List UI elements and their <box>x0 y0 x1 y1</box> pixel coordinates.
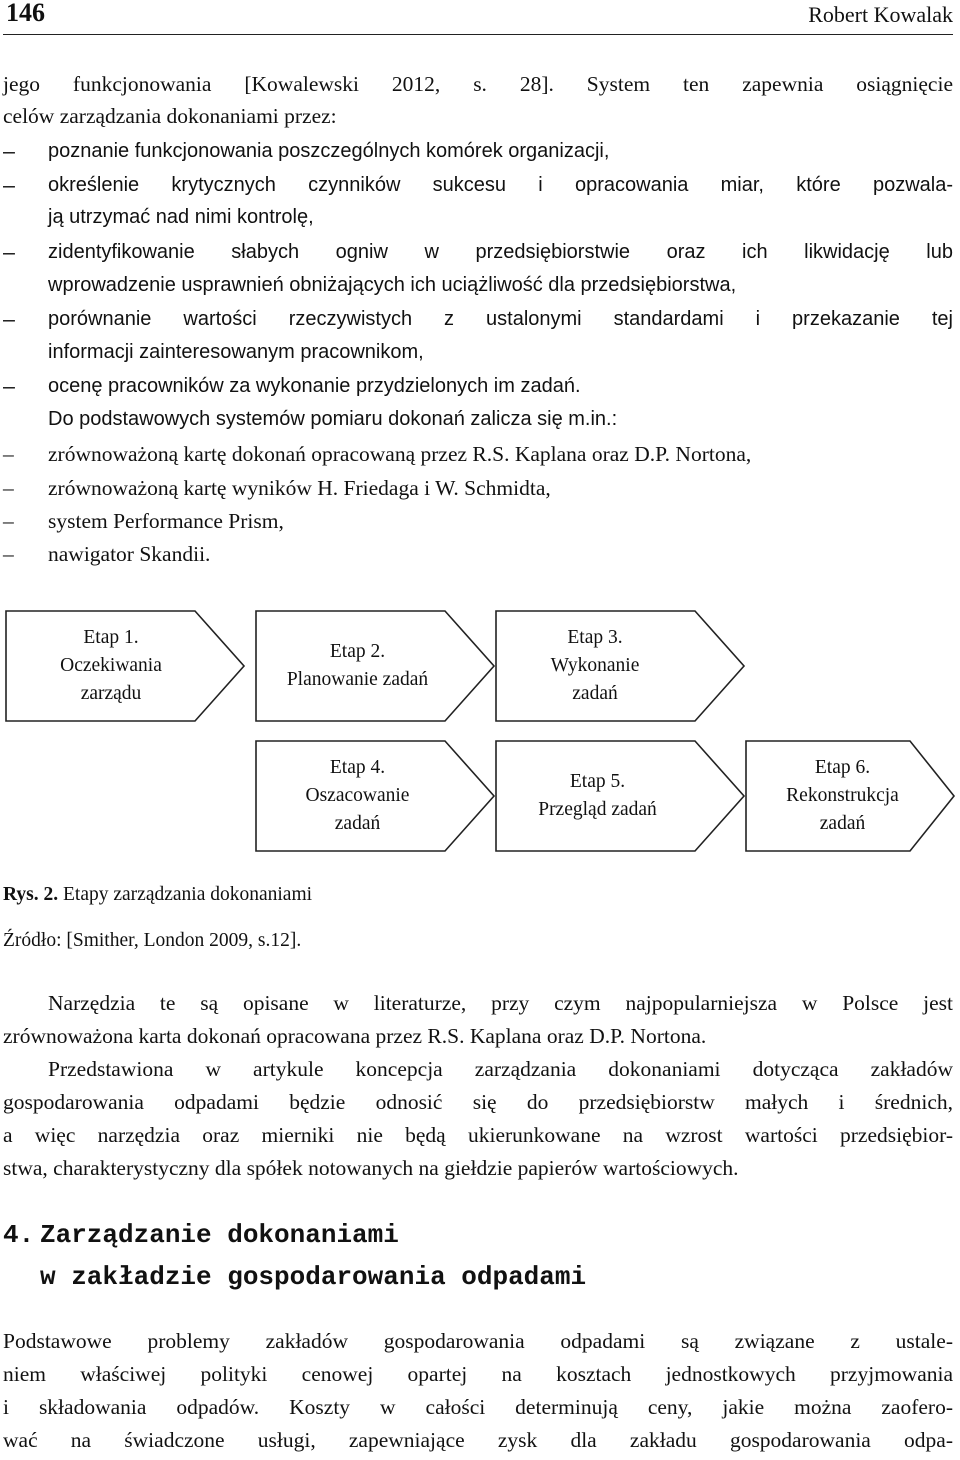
list-item: system Performance Prism, <box>48 509 284 533</box>
intro-line: celów zarządzania dokonaniami przez: <box>3 104 337 128</box>
stage-box-1 <box>5 610 245 722</box>
paragraph-line: gospodarowania odpadami będzie odnosić się do przedsiębiorstw małych i średnich, <box>3 1090 953 1114</box>
list-item: zidentyfikowanie słabych ogniw w przedsiębiorstwie oraz ich likwidację lub <box>48 241 953 263</box>
list-item: poznanie funkcjonowania poszczególnych komórek organizacji, <box>48 140 610 162</box>
list-dash: – <box>3 173 15 197</box>
stage-box-4 <box>255 740 495 852</box>
list-item-continuation: informacji zainteresowanym pracownikom, <box>48 341 424 363</box>
list-dash: – <box>3 307 15 331</box>
list-item-continuation: ją utrzymać nad nimi kontrolę, <box>48 206 314 228</box>
caption-text: Etapy zarządzania dokonaniami <box>58 884 313 905</box>
running-header <box>3 0 953 35</box>
stage-box-2 <box>255 610 495 722</box>
section-number: 4. <box>3 1220 35 1250</box>
stage-title: Etap 3. <box>567 627 623 648</box>
list-item: określenie krytycznych czynników sukcesu i opracowania miar, które pozwala- <box>48 174 953 196</box>
list-item: zrównoważoną kartę wyników H. Friedaga i W. Schmidta, <box>48 476 551 500</box>
stage-box-5 <box>495 740 745 852</box>
stage-text: Oczekiwania <box>60 655 162 676</box>
stage-text: Przegląd zadań <box>538 799 657 820</box>
stage-text: Rekonstrukcja <box>786 785 899 806</box>
stage-text: zadań <box>334 813 381 834</box>
figure-source: Źródło: [Smither, London 2009, s.12]. <box>3 930 302 951</box>
section-title: w zakładzie gospodarowania odpadami <box>40 1262 587 1292</box>
list-item-continuation: wprowadzenie usprawnień obniżających ich uciążliwość dla przedsiębiorstwa, <box>48 274 737 296</box>
stage-text: zadań <box>819 813 866 834</box>
list-dash: – <box>3 476 14 500</box>
stage-text: Planowanie zadań <box>286 669 429 690</box>
paragraph-line: a więc narzędzia oraz mierniki nie będą ukierunkowane na wzrost wartości przedsiębior- <box>3 1123 953 1147</box>
paragraph-line: Narzędzia te są opisane w literaturze, przy czym najpopularniejsza w Polsce jest <box>48 991 953 1015</box>
stage-title: Etap 2. <box>329 641 386 662</box>
stage-text: Wykonanie <box>550 655 640 676</box>
section-title: Zarządzanie dokonaniami <box>40 1220 399 1250</box>
list-dash: – <box>3 240 15 264</box>
list-dash: – <box>3 374 15 398</box>
stage-title: Etap 4. <box>329 757 386 778</box>
stage-title: Etap 6. <box>814 757 871 778</box>
caption-label: Rys. 2. <box>3 884 59 905</box>
stage-title: Etap 1. <box>83 627 139 648</box>
stage-title: Etap 5. <box>569 771 626 792</box>
list-item: nawigator Skandii. <box>48 542 211 566</box>
list-item: ocenę pracowników za wykonanie przydzielonych im zadań. <box>48 375 581 397</box>
paragraph-line: Podstawowe problemy zakładów gospodarowania odpadami są związane z ustale- <box>3 1329 953 1353</box>
list-item: porównanie wartości rzeczywistych z ustalonymi standardami i przekazanie tej <box>48 308 953 330</box>
stage-box-6 <box>745 740 955 852</box>
paragraph-line: stwa, charakterystyczny dla spółek notowanych na giełdzie papierów wartościowych. <box>3 1156 739 1180</box>
list-dash: – <box>3 139 15 163</box>
stage-box-3 <box>495 610 745 722</box>
intro-line: jego funkcjonowania [Kowalewski 2012, s. 28]. System ten zapewnia osiągnięcie <box>3 72 953 96</box>
page-number: 146 <box>6 0 45 27</box>
stage-text: zarządu <box>80 683 142 704</box>
list-dash: – <box>3 542 14 566</box>
figure-caption <box>3 881 312 909</box>
list-dash: – <box>3 509 14 533</box>
stage-text: Oszacowanie <box>305 785 410 806</box>
systems-intro: Do podstawowych systemów pomiaru dokonań zalicza się m.in.: <box>48 408 618 430</box>
paragraph-line: i składowania odpadów. Koszty w całości determinują ceny, jakie można zaofero- <box>3 1395 953 1419</box>
list-item: zrównoważoną kartę dokonań opracowaną przez R.S. Kaplana oraz D.P. Nortona, <box>48 442 752 466</box>
paragraph-line: niem właściwej polityki cenowej opartej na kosztach jednostkowych przyjmowania <box>3 1362 953 1386</box>
paragraph-line: Przedstawiona w artykule koncepcja zarządzania dokonaniami dotycząca zakładów <box>48 1057 953 1081</box>
running-author: Robert Kowalak <box>808 2 953 27</box>
paragraph-line: wać na świadczone usługi, zapewniające zysk dla zakładu gospodarowania odpa- <box>3 1428 953 1452</box>
paragraph-line: zrównoważona karta dokonań opracowana przez R.S. Kaplana oraz D.P. Nortona. <box>3 1024 707 1048</box>
list-dash: – <box>3 442 14 466</box>
stage-text: zadań <box>572 683 618 704</box>
